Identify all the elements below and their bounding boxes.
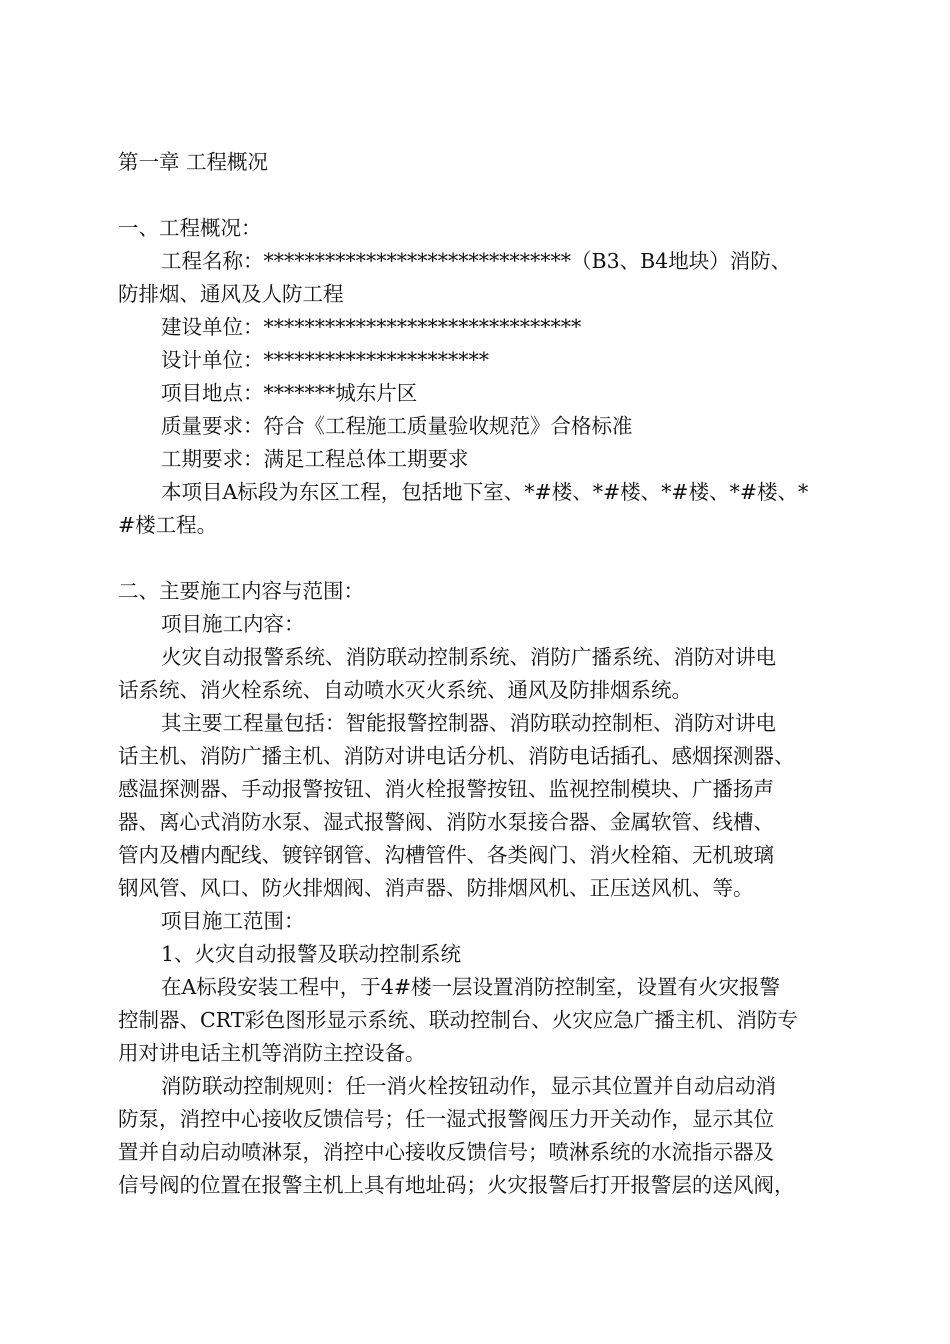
project-name-line-1: 工程名称：******************************（B3、B4地块）消防、 <box>161 249 792 273</box>
control-room-line-3: 用对讲电话主机等消防主控设备。 <box>118 1041 426 1065</box>
range-label: 项目施工范围： <box>161 909 305 933</box>
scope-line-1: 本项目A标段为东区工程，包括地下室、*#楼、*#楼、*#楼、*#楼、* <box>161 480 809 504</box>
linkage-rule-line-2: 防泵，消控中心接收反馈信号；任一湿式报警阀压力开关动作，显示其位 <box>118 1107 774 1131</box>
quantity-line-6: 钢风管、风口、防火排烟阀、消声器、防排烟风机、正压送风机、等。 <box>118 876 754 900</box>
scope-line-2: #楼工程。 <box>118 513 218 537</box>
content-label: 项目施工内容： <box>161 612 305 636</box>
systems-line-1: 火灾自动报警系统、消防联动控制系统、消防广播系统、消防对讲电 <box>161 645 776 669</box>
schedule-line: 工期要求：满足工程总体工期要求 <box>161 447 469 471</box>
builder-line: 建设单位：******************************* <box>161 315 582 339</box>
quality-line: 质量要求：符合《工程施工质量验收规范》合格标准 <box>161 414 633 438</box>
quantity-line-3: 感温探测器、手动报警按钮、消火栓报警按钮、监视控制模块、广播扬声 <box>118 777 774 801</box>
control-room-line-2: 控制器、CRT彩色图形显示系统、联动控制台、火灾应急广播主机、消防专 <box>118 1008 798 1032</box>
location-line: 项目地点：*******城东片区 <box>161 381 418 405</box>
project-name-line-2: 防排烟、通风及人防工程 <box>118 282 344 306</box>
linkage-rule-line-3: 置并自动启动喷淋泵，消控中心接收反馈信号；喷淋系统的水流指示器及 <box>118 1140 774 1164</box>
control-room-line-1: 在A标段安装工程中，于4#楼一层设置消防控制室，设置有火灾报警 <box>161 975 781 999</box>
section-2-heading: 二、主要施工内容与范围： <box>118 579 364 603</box>
quantity-line-2: 话主机、消防广播主机、消防对讲电话分机、消防电话插孔、感烟探测器、 <box>118 744 795 768</box>
linkage-rule-line-4: 信号阀的位置在报警主机上具有地址码；火灾报警后打开报警层的送风阀， <box>118 1173 795 1197</box>
chapter-title: 第一章 工程概况 <box>118 150 269 174</box>
item-1-heading: 1、火灾自动报警及联动控制系统 <box>161 942 462 966</box>
designer-line: 设计单位：********************** <box>161 348 489 372</box>
linkage-rule-line-1: 消防联动控制规则：任一消火栓按钮动作，显示其位置并自动启动消 <box>161 1074 776 1098</box>
paragraph-gap <box>118 542 858 575</box>
document-body <box>118 146 858 1202</box>
quantity-line-5: 管内及槽内配线、镀锌钢管、沟槽管件、各类阀门、消火栓箱、无机玻璃 <box>118 843 774 867</box>
section-1-heading: 一、工程概况： <box>118 216 262 240</box>
systems-line-2: 话系统、消火栓系统、自动喷水灭火系统、通风及防排烟系统。 <box>118 678 692 702</box>
quantity-line-4: 器、离心式消防水泵、湿式报警阀、消防水泵接合器、金属软管、线槽、 <box>118 810 774 834</box>
quantity-line-1: 其主要工程量包括：智能报警控制器、消防联动控制柜、消防对讲电 <box>161 711 776 735</box>
